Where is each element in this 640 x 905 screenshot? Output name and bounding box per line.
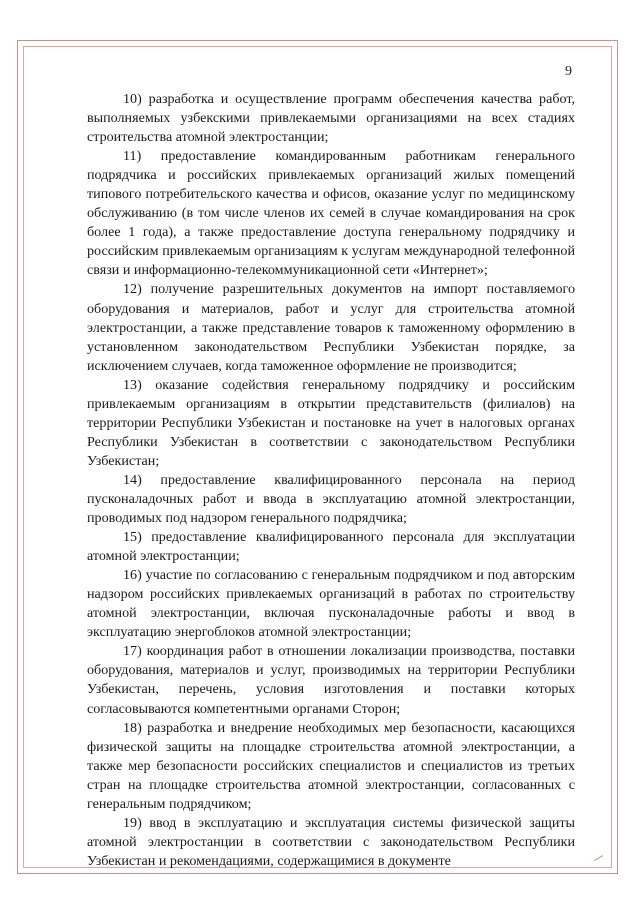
document-body	[87, 90, 575, 871]
paragraph-item-12: 12) получение разрешительных документов на импорт поставляемого оборудования и материалов, работ и услуг для строительства атомной электростанции, а также представление товаров к таможенному оформлению в установленном законодательством Республики Узбекистан порядке, за исключением случаев, когда таможенное оформление не производится;	[87, 281, 575, 374]
paragraph-item-18: 18) разработка и внедрение необходимых мер безопасности, касающихся физической защиты на площадке строительства атомной электростанции, а также мер безопасности российских специалистов и специалистов из третьих стран на площадке строительства атомной электростанции, согласованных с генеральным подрядчиком;	[87, 719, 575, 812]
page-number: 9	[565, 64, 572, 79]
paragraph-item-16: 16) участие по согласованию с генеральным подрядчиком и под авторским надзором российских привлекаемых организаций в работах по строительству атомной электростанции, включая пусконаладочные работы и ввод в эксплуатацию энергоблоков атомной электростанции;	[87, 567, 575, 641]
paragraph-item-13: 13) оказание содействия генеральному подрядчику и российским привлекаемым организациям в открытии представительств (филиалов) на территории Республики Узбекистан и постановке на учет в налоговых органах Республики Узбекистан в соответствии с законодательством Республики Узбекистан;	[87, 376, 575, 469]
paragraph-item-11: 11) предоставление командированным работникам генерального подрядчика и российских привлекаемых организаций жилых помещений типового потребительского качества и офисов, оказание услуг по медицинскому обслуживанию (в том числе членов их семей в случае командирования на срок более 1 года), а также предоставление доступа генеральному подрядчику и российским привлекаемым организациям к услугам международной телефонной связи и информационно-телекоммуникационной сети «Интернет»;	[87, 148, 575, 279]
paragraph-item-15: 15) предоставление квалифицированного персонала для эксплуатации атомной электростанции;	[87, 529, 575, 565]
paragraph-item-17: 17) координация работ в отношении локализации производства, поставки оборудования, материалов и услуг, производимых на территории Республики Узбекистан, перечень, условия изготовления и поставки которых согласовываются компетентными органами Сторон;	[87, 643, 575, 717]
paragraph-item-10: 10) разработка и осуществление программ обеспечения качества работ, выполняемых узбекскими привлекаемыми организациями на всех стадиях строительства атомной электростанции;	[87, 91, 575, 146]
paragraph-item-19: 19) ввод в эксплуатацию и эксплуатация системы физической защиты атомной электростанции в соответствии с законодательством Республики Узбекистан и рекомендациями, содержащимися в документе	[87, 814, 575, 869]
paragraph-item-14: 14) предоставление квалифицированного персонала на период пусконаладочных работ и ввода в эксплуатацию атомной электростанции, проводимых под надзором генерального подрядчика;	[87, 471, 575, 527]
